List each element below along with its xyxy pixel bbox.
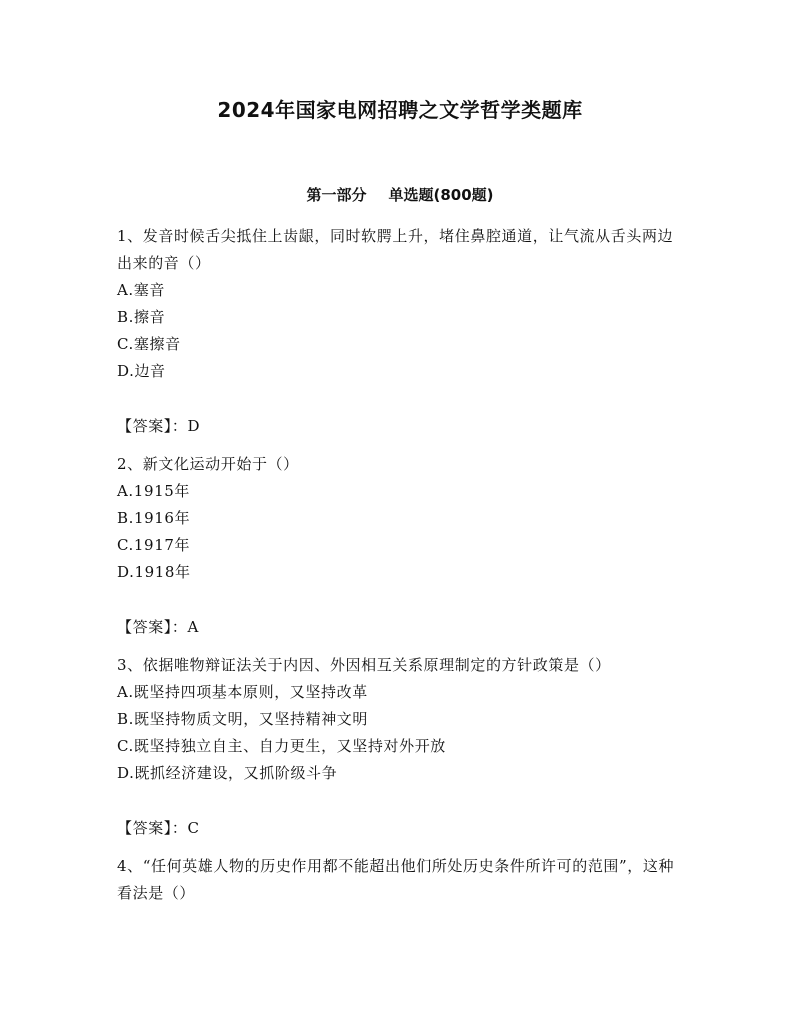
question-stem: 4、“任何英雄人物的历史作用都不能超出他们所处历史条件所许可的范围”，这种看法是（） <box>117 857 675 902</box>
answer-value: A <box>187 618 199 636</box>
answer-line <box>117 815 683 842</box>
question-3 <box>117 652 683 842</box>
answer-label: 【答案】： <box>117 819 188 837</box>
section-title <box>0 183 800 207</box>
question-stem: 1、发音时候舌尖抵住上齿龈，同时软腭上升，堵住鼻腔通道，让气流从舌头两边出来的音（） <box>117 227 674 272</box>
option-b: B.擦音 <box>117 308 166 326</box>
question-stem: 3、依据唯物辩证法关于内因、外因相互关系原理制定的方针政策是（） <box>117 656 611 674</box>
question-4 <box>117 853 683 907</box>
option-b: B.1916年 <box>117 509 191 527</box>
question-stem: 2、新文化运动开始于（） <box>117 455 299 473</box>
option-c: C.1917年 <box>117 536 191 554</box>
option-c: C.既坚持独立自主、自力更生，又坚持对外开放 <box>117 737 446 755</box>
answer-line <box>117 614 683 641</box>
question-list <box>117 223 683 907</box>
answer-value: C <box>187 819 200 837</box>
answer-label: 【答案】： <box>117 618 188 636</box>
section-name: 单选题(800题) <box>388 186 494 204</box>
answer-value: D <box>187 417 201 435</box>
question-2 <box>117 451 683 641</box>
option-c: C.塞擦音 <box>117 335 181 353</box>
answer-line <box>117 413 683 440</box>
option-d: D.既抓经济建设，又抓阶级斗争 <box>117 764 338 782</box>
option-b: B.既坚持物质文明，又坚持精神文明 <box>117 710 368 728</box>
question-1 <box>117 223 683 440</box>
option-d: D.边音 <box>117 362 166 380</box>
section-part: 第一部分 <box>306 186 367 204</box>
answer-label: 【答案】： <box>117 417 188 435</box>
option-a: A.塞音 <box>117 281 166 299</box>
document-title: 2024年国家电网招聘之文学哲学类题库 <box>217 98 583 122</box>
option-d: D.1918年 <box>117 563 191 581</box>
option-a: A.既坚持四项基本原则，又坚持改革 <box>117 683 368 701</box>
option-a: A.1915年 <box>117 482 190 500</box>
